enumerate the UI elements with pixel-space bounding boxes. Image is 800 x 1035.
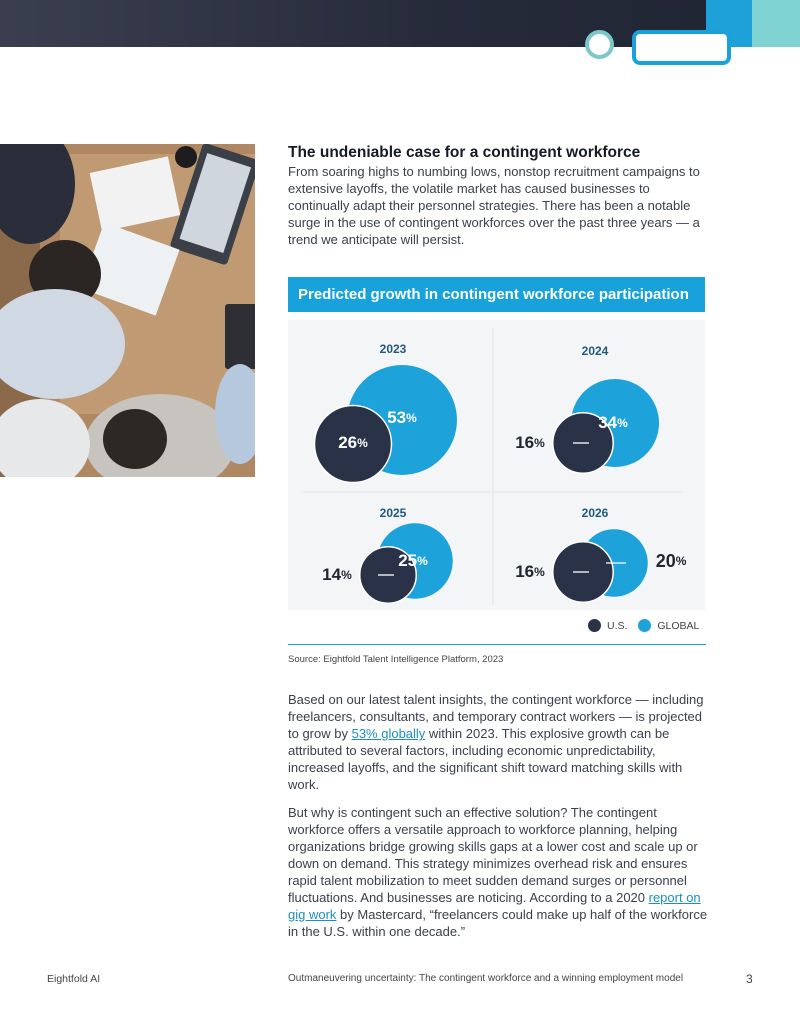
decorative-ring xyxy=(585,30,614,59)
body-text: within 2023. This explosive growth can be attributed to several factors, including economic unpredictability, increased layoffs, and the significant shift toward matching skills with work. xyxy=(288,726,683,792)
body-text: Based on our latest talent insights, the contingent workforce — including freelancers, consultants, and temporary contract workers — is projected to grow by xyxy=(288,692,704,741)
page-number: 3 xyxy=(746,972,753,986)
legend-swatch-global xyxy=(638,619,651,632)
us-value-2025: 14% xyxy=(322,565,352,585)
body-paragraph-1 xyxy=(288,691,708,793)
body-text: by Mastercard, “freelancers could make up half of the workforce in the U.S. within one decade.” xyxy=(288,907,708,939)
footer-brand: Eightfold AI xyxy=(47,973,101,985)
chart-legend xyxy=(588,619,707,635)
year-label-2025: 2025 xyxy=(379,506,407,521)
globally-link[interactable]: 53% globally xyxy=(351,726,426,741)
decorative-pill xyxy=(632,30,731,65)
header-accent-teal xyxy=(752,0,800,47)
bubble-chart-svg xyxy=(288,320,705,610)
section-heading: The undeniable case for a contingent workforce xyxy=(288,144,641,161)
chart-title: Predicted growth in contingent workforce participation xyxy=(288,277,705,312)
global-value-2026: 20% xyxy=(655,550,687,571)
body-text: But why is contingent such an effective solution? The contingent workforce offers a versatile approach to workforce planning, helping organizations bridge growing skills gaps at a lower cost and scale up or down on demand. This strategy minimizes overhead risk and ensures rapid talent mobilization to meet sudden demand surges or personnel fluctuations. And businesses are noticing. According to a 2020 xyxy=(288,805,698,905)
us-value-2026: 16% xyxy=(515,562,545,582)
us-value-2024: 16% xyxy=(515,433,545,453)
global-value-2025: 25% xyxy=(398,551,428,571)
chart-source: Source: Eightfold Talent Intelligence Platform, 2023 xyxy=(288,654,504,665)
body-paragraph-2 xyxy=(288,804,708,940)
legend-label-us: U.S. xyxy=(607,619,628,632)
legend-item-global xyxy=(638,619,699,632)
bubble-chart xyxy=(288,320,705,610)
intro-paragraph: From soaring highs to numbing lows, nonstop recruitment campaigns to extensive layoffs, the volatile market has caused businesses to continually adapt their personnel strategies. There has been a notable surge in the use of contingent workforces over the past three years — a trend we anticipate will persist. xyxy=(288,164,700,247)
year-label-2024: 2024 xyxy=(581,344,609,359)
year-label-2026: 2026 xyxy=(581,506,609,521)
year-label-2023: 2023 xyxy=(379,342,407,357)
chart-divider xyxy=(288,644,706,645)
us-value-2023: 26% xyxy=(338,433,368,453)
legend-label-global: GLOBAL xyxy=(657,619,700,632)
legend-item-us xyxy=(588,619,627,632)
global-value-2023: 53% xyxy=(387,408,417,428)
office-meeting-photo xyxy=(0,144,255,477)
legend-swatch-us xyxy=(588,619,601,632)
global-value-2024: 34% xyxy=(598,413,628,433)
footer-title: Outmaneuvering uncertainty: The contingent workforce and a winning employment model xyxy=(288,973,684,984)
gig-work-report-link[interactable]: report on gig work xyxy=(288,890,701,922)
